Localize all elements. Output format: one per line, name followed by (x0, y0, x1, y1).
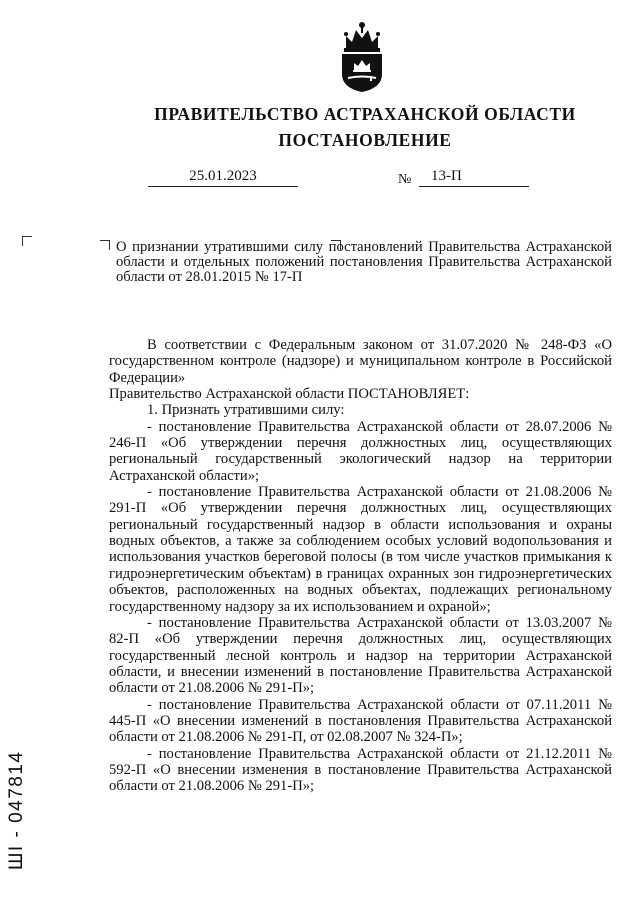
document-type: ПОСТАНОВЛЕНИЕ (278, 130, 452, 150)
paragraph: Правительство Астраханской области ПОСТАНОВЛЯЕТ: (109, 386, 470, 403)
paragraph: - постановление Правительства Астраханской области от 21.08.2006 № 291-П «Об утверждении перечня должностных лиц, осуществляющих региональный государственный надзор в области использования и охраны водных объектов, а также за соблюдением особых условий водопользования и использования участков береговой полосы (в том числе участков примыкания к гидроэнергетическим объектам) в границах охранных зон гидроэнергетических объектов, расположенных на водных объектах, подлежащих региональному государственному надзору за их использованием и охраной»; (109, 484, 612, 615)
document-date: 25.01.2023 (148, 168, 298, 187)
paragraph: - постановление Правительства Астраханской области от 21.12.2011 № 592-П «О внесении изменения в постановление Правительства Астраханской области от 21.08.2006 № 291-П»; (109, 745, 612, 795)
paragraph: - постановление Правительства Астраханской области от 13.03.2007 № 82-П «Об утверждении перечня должностных лиц, осуществляющих государственный лесной контроль и надзор на территории Астраханской области, и внесении изменений в постановление Правительства Астраханской области от 21.08.2006 № 291-П»; (109, 614, 612, 697)
corner-mark-left (22, 236, 32, 246)
number-sign: № (398, 172, 412, 187)
coat-of-arms-icon (334, 18, 390, 94)
document-body (109, 337, 612, 795)
document-number: 13-П (419, 168, 529, 187)
document-subject: О признании утратившими силу постановлений Правительства Астраханской области и отдельных положений постановления Правительства Астраханской области от 28.01.2015 № 17-П (116, 239, 612, 285)
paragraph: - постановление Правительства Астраханской области от 28.07.2006 № 246-П «Об утверждении перечня должностных лиц, осуществляющих региональный государственный экологический надзор на территории Астраханской области»; (109, 418, 612, 484)
paragraph: - постановление Правительства Астраханской области от 07.11.2011 № 445-П «О внесении изменений в постановления Правительства Астраханской области от 21.08.2006 № 291-П, от 02.08.2007 № 324-П»; (109, 696, 612, 746)
serial-stamp: ШI - 047814 (6, 750, 27, 870)
paragraph: 1. Признать утратившими силу: (147, 402, 345, 419)
government-title: ПРАВИТЕЛЬСТВО АСТРАХАНСКОЙ ОБЛАСТИ (154, 104, 576, 124)
paragraph: В соответствии с Федеральным законом от 31.07.2020 № 248-ФЗ «О государственном контроле (надзоре) и муниципальном контроле в Российской Федерации» (109, 337, 612, 386)
corner-mark-right (100, 240, 110, 250)
